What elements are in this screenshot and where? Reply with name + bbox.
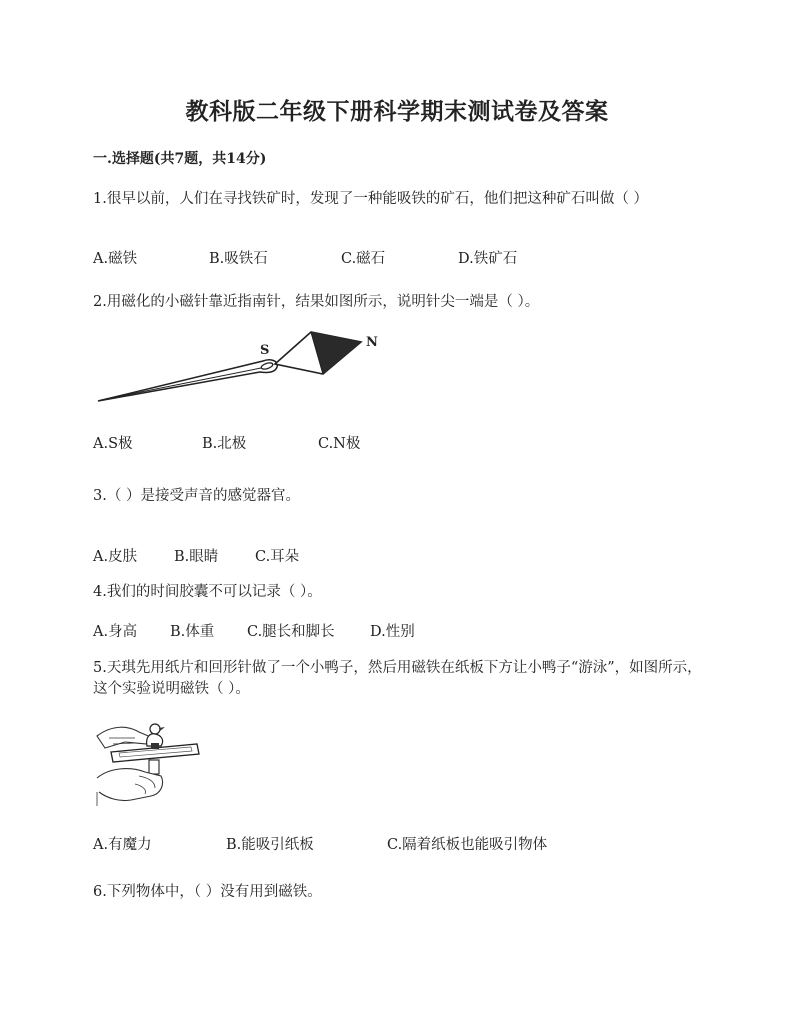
- q5-option-b[interactable]: B.能吸引纸板: [226, 837, 314, 853]
- q1-option-d[interactable]: D.铁矿石: [458, 251, 518, 267]
- q3-option-c[interactable]: C.耳朵: [255, 549, 300, 565]
- q1-option-b[interactable]: B.吸铁石: [209, 251, 268, 267]
- duck-head: [150, 724, 160, 734]
- q5-option-c[interactable]: C.隔着纸板也能吸引物体: [387, 837, 548, 853]
- label-n: N: [366, 335, 378, 350]
- q2-option-b[interactable]: B.北极: [202, 436, 247, 452]
- q4-option-b[interactable]: B.体重: [170, 624, 215, 640]
- q4-option-d[interactable]: D.性别: [370, 624, 415, 640]
- page-title: 教科版二年级下册科学期末测试卷及答案: [185, 98, 609, 125]
- question-6: 6.下列物体中，（ ）没有用到磁铁。: [93, 884, 322, 900]
- needle-compass-figure: [95, 328, 395, 408]
- q3-option-b[interactable]: B.眼睛: [174, 549, 219, 565]
- label-s: S: [260, 343, 270, 358]
- question-5: 5.天琪先用纸片和回形针做了一个小鸭子，然后用磁铁在纸板下方让小鸭子“游泳”，如图所示，这个实验说明磁铁（ ）。: [93, 660, 702, 697]
- q2-option-a[interactable]: A.S极: [93, 436, 133, 452]
- question-3: 3.（ ）是接受声音的感觉器官。: [93, 488, 300, 504]
- q1-option-a[interactable]: A.磁铁: [93, 251, 138, 267]
- q1-option-c[interactable]: C.磁石: [341, 251, 386, 267]
- q4-option-c[interactable]: C.腿长和脚长: [247, 624, 335, 640]
- q4-option-a[interactable]: A.身高: [93, 624, 138, 640]
- duck-magnet-figure: [95, 716, 205, 808]
- q5-option-a[interactable]: A.有魔力: [93, 837, 152, 853]
- q3-option-a[interactable]: A.皮肤: [93, 549, 138, 565]
- q2-option-c[interactable]: C.N极: [318, 436, 361, 452]
- question-2: 2.用磁化的小磁针靠近指南针，结果如图所示，说明针尖一端是（ ）。: [93, 294, 540, 310]
- question-4: 4.我们的时间胶囊不可以记录（ ）。: [93, 584, 322, 600]
- magnet: [149, 760, 159, 774]
- question-1: 1.很早以前，人们在寻找铁矿时，发现了一种能吸铁的矿石，他们把这种矿石叫做（ ）: [93, 191, 648, 207]
- section-heading: 一.选择题(共7题，共14分): [93, 151, 267, 167]
